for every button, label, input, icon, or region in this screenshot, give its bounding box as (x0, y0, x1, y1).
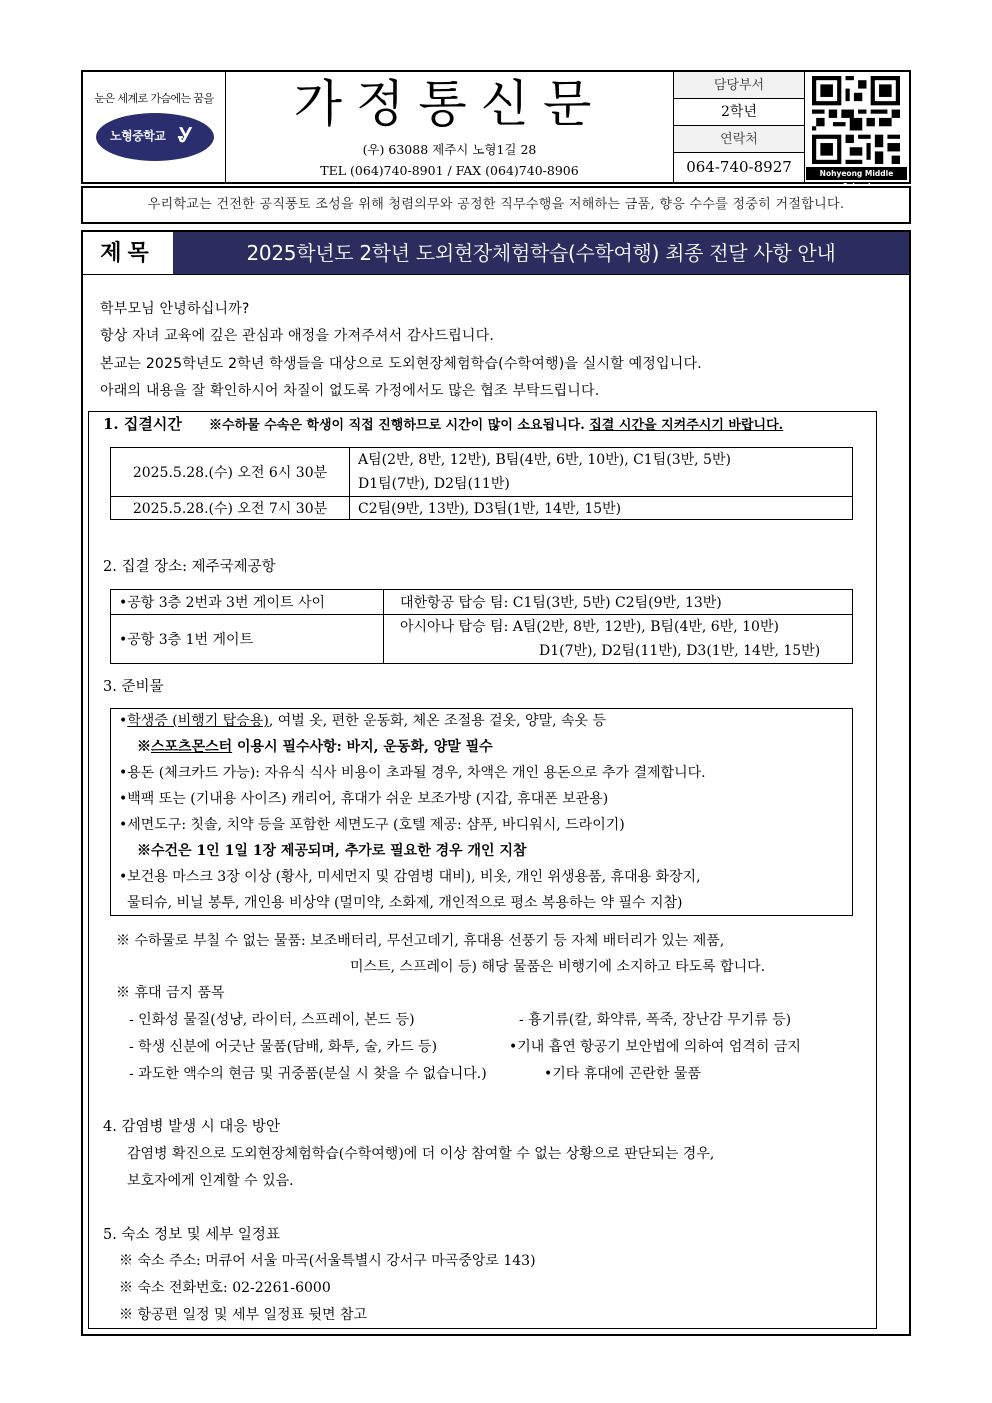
department-label: 담당부서 (674, 72, 804, 99)
table-row (111, 448, 853, 497)
supply-note-text: 이용시 필수사항: 바지, 운동화, 양말 필수 (232, 739, 493, 755)
subject-bar (83, 232, 909, 275)
boarding-teams: 대한항공 탑승 팀: C1팀(3반, 5반) C2팀(9반, 13반) (384, 590, 853, 615)
section-4-line: 감염병 확진으로 도외현장체험학습(수학여행)에 더 이상 참여할 수 없는 상황으로 판단되는 경우, (127, 1146, 715, 1162)
school-logo-text: 노형중학교 (110, 129, 166, 143)
table-row (111, 590, 853, 615)
supply-item: 물티슈, 비닐 봉투, 개인용 비상약 (멀미약, 소화제, 개인적으로 평소 복용하는 약 필수 지참) (127, 895, 683, 911)
team-line: D1팀(7반), D2팀(11반) (358, 476, 510, 492)
letterhead (81, 70, 911, 191)
prohibited-item: - 흉기류(칼, 화약류, 폭죽, 장난감 무기류 등) (519, 1012, 792, 1028)
section-1-title: 1. 집결시간 (103, 415, 182, 433)
section-2-title: 2. 집결 장소: 제주국제공항 (103, 559, 276, 575)
school-address: (우) 63088 제주시 노형1길 28 (362, 142, 537, 157)
sprout-icon: Ꮍ (178, 123, 193, 147)
letterhead-title-block (226, 72, 673, 182)
supply-item-note: ※스포츠몬스터 이용시 필수사항: 바지, 운동화, 양말 필수 (137, 739, 493, 755)
section-1-note-emphasis: 집결 시간을 지켜주시기 바랍니다. (589, 418, 784, 433)
table-row (111, 497, 853, 520)
supply-item-note: ※수건은 1인 1일 1장 제공되며, 추가로 필요한 경우 개인 지참 (137, 843, 527, 859)
supply-item: •학생증 (비행기 탑승용), 여벌 옷, 편한 운동화, 체온 조절용 겉옷, 양말, 속옷 등 (119, 713, 607, 729)
lodging-info-line: ※ 항공편 일정 및 세부 일정표 뒷면 참고 (119, 1307, 368, 1323)
lodging-info-line: ※ 숙소 주소: 머큐어 서울 마곡(서울특별시 강서구 마곡중앙로 143) (119, 1253, 536, 1269)
greeting-line: 학부모님 안녕하십니까? (100, 301, 250, 317)
prohibited-items-title: ※ 휴대 금지 품목 (116, 985, 225, 1001)
gathering-place-table (110, 589, 853, 664)
team-line: 아시아나 탑승 팀: A팀(2반, 8반, 12반), B팀(4반, 6반, 10반) (400, 619, 779, 635)
gathering-place: •공항 3층 1번 게이트 (111, 615, 384, 664)
section-4-title: 4. 감염병 발생 시 대응 방안 (103, 1119, 280, 1135)
section-3-title: 3. 준비물 (103, 679, 164, 695)
gathering-place: •공항 3층 2번과 3번 게이트 사이 (111, 590, 384, 615)
school-motto: 눈은 세계로 가슴에는 꿈을 (94, 92, 214, 105)
boarding-teams (384, 615, 853, 664)
qr-caption: Nohyeong Middle School (806, 167, 907, 180)
prohibited-item: •기내 흡연 항공기 보안법에 의하여 엄격히 금지 (509, 1039, 801, 1055)
supply-item: •백팩 또는 (기내용 사이즈) 캐리어, 휴대가 쉬운 보조가방 (지갑, 휴대폰 보관용) (119, 791, 609, 807)
contact-value: 064-740-8927 (686, 158, 792, 176)
supply-item-text: , 여벌 옷, 편한 운동화, 체온 조절용 겉옷, 양말, 속옷 등 (268, 713, 607, 729)
qr-code-block (804, 72, 909, 191)
prohibited-item: - 과도한 액수의 현금 및 귀중품(분실 시 찾을 수 없습니다.) (129, 1066, 487, 1082)
section-1-note-text: ※수하물 수속은 학생이 직접 진행하므로 시간이 많이 소요됩니다. (209, 418, 585, 433)
greeting-line: 아래의 내용을 잘 확인하시어 차질이 없도록 가정에서도 많은 협조 부탁드립니다. (100, 383, 600, 399)
section-4-line: 보호자에게 인계할 수 있음. (127, 1173, 294, 1189)
supply-item: •보건용 마스크 3장 이상 (황사, 미세먼지 및 감염병 대비), 비옷, 개인 위생용품, 휴대용 화장지, (119, 869, 701, 885)
section-5-title: 5. 숙소 정보 및 세부 일정표 (103, 1227, 280, 1243)
letter-body (81, 230, 911, 1336)
subject-label: 제목 (100, 240, 155, 266)
qr-code-icon[interactable] (812, 76, 900, 164)
contact-info-table (673, 72, 805, 182)
document-title: 가정통신문 (293, 75, 606, 133)
checked-baggage-note: ※ 수하물로 부칠 수 없는 물품: 보조배터리, 무선고데기, 휴대용 선풍기 등 자체 배터리가 있는 제품, (116, 933, 725, 949)
supplies-box (110, 708, 853, 916)
gathering-teams: C2팀(9반, 13반), D3팀(1반, 14반, 15반) (350, 497, 853, 520)
gathering-time-table (110, 447, 853, 520)
contact-label: 연락처 (674, 126, 804, 153)
gathering-time: 2025.5.28.(수) 오전 7시 30분 (111, 497, 350, 520)
prohibited-item: - 인화성 물질(성냥, 라이터, 스프레이, 본드 등) (129, 1012, 415, 1028)
integrity-notice: 우리학교는 건전한 공직풍토 조성을 위해 청렴의무와 공정한 직무수행을 저해하는 금품, 향응 수수를 정중히 거절합니다. (81, 186, 911, 224)
team-line: A팀(2반, 8반, 12반), B팀(4반, 6반, 10반), C1팀(3반, 5반) (358, 452, 731, 468)
team-line: D1(7반), D2팀(11반), D3(1반, 14반, 15반) (539, 643, 821, 659)
greeting-line: 항상 자녀 교육에 깊은 관심과 애정을 가져주셔서 감사드립니다. (100, 328, 495, 344)
gathering-time: 2025.5.28.(수) 오전 6시 30분 (111, 448, 350, 497)
department-value: 2학년 (674, 99, 804, 126)
section-1-note (209, 414, 783, 433)
school-tel-fax: TEL (064)740-8901 / FAX (064)740-8906 (320, 163, 579, 178)
prohibited-item: - 학생 신분에 어긋난 물품(담배, 화투, 술, 카드 등) (129, 1039, 438, 1055)
checked-baggage-note-cont: 미스트, 스프레이 등) 해당 물품은 비행기에 소지하고 타도록 합니다. (350, 959, 766, 975)
greeting-line: 본교는 2025학년도 2학년 학생들을 대상으로 도외현장체험학습(수학여행)을 실시할 예정입니다. (100, 356, 702, 372)
gathering-teams (350, 448, 853, 497)
subject-title: 2025학년도 2학년 도외현장체험학습(수학여행) 최종 전달 사항 안내 (173, 232, 909, 274)
school-identity (83, 72, 226, 182)
lodging-info-line: ※ 숙소 전화번호: 02-2261-6000 (119, 1280, 331, 1296)
prohibited-item: •기타 휴대에 곤란한 물품 (544, 1066, 701, 1082)
supply-note-emphasis: 스포츠몬스터 (151, 739, 233, 755)
supply-item: •용돈 (체크카드 가능): 자유식 식사 비용이 초과될 경우, 차액은 개인 용돈으로 추가 결제합니다. (119, 765, 706, 781)
table-row (111, 615, 853, 664)
school-logo (96, 113, 214, 161)
supply-item: •세면도구: 칫솔, 치약 등을 포함한 세면도구 (호텔 제공: 샴푸, 바디워시, 드라이기) (119, 817, 625, 833)
supply-item-emphasis: 학생증 (비행기 탑승용) (127, 713, 269, 729)
details-box (88, 411, 877, 1329)
